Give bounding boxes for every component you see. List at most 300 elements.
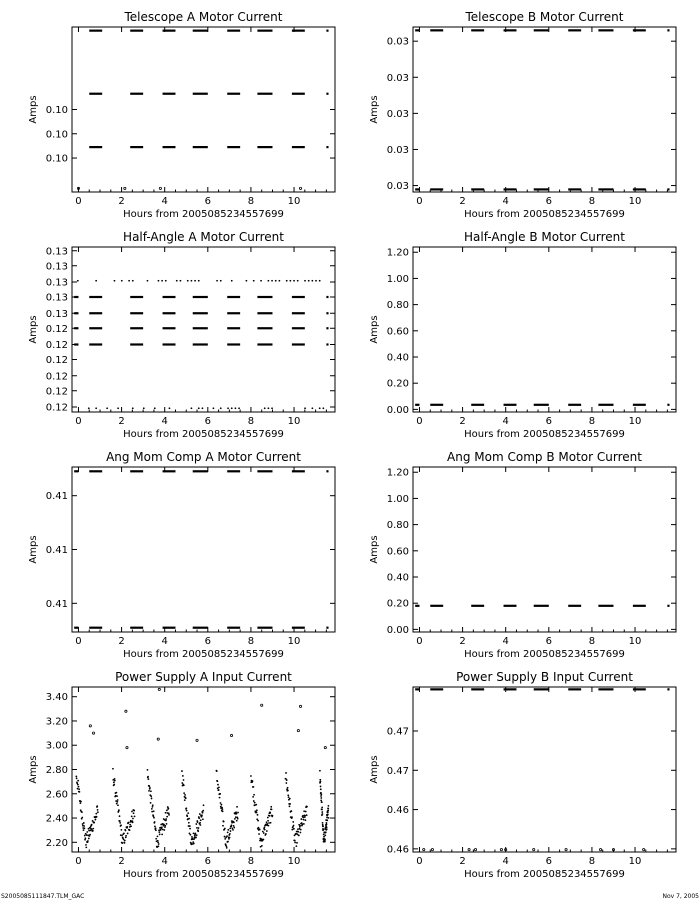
data-point: [149, 787, 151, 789]
x-tick-label: 2: [118, 856, 125, 867]
x-axis-label: Hours from 2005085234557699: [464, 869, 625, 880]
y-tick-label: 3.20: [45, 716, 68, 728]
data-point: [269, 815, 271, 817]
data-point: [268, 822, 270, 824]
data-point: [151, 798, 153, 800]
data-point: [83, 829, 85, 831]
data-point: [302, 816, 304, 818]
x-tick-label: 10: [287, 196, 301, 207]
data-point: [147, 280, 149, 282]
data-point: [293, 280, 295, 282]
data-point: [296, 842, 298, 844]
data-point: [321, 809, 323, 811]
data-point: [188, 822, 190, 824]
data-point: [257, 820, 259, 822]
data-point: [84, 835, 86, 837]
data-point: [120, 824, 122, 826]
data-point: [185, 797, 187, 799]
plot-frame: [72, 27, 335, 192]
data-point: [286, 779, 288, 781]
footer-source-file: S2005085111847.TLM_GAC: [1, 893, 85, 900]
chart-title: Half-Angle A Motor Current: [123, 230, 284, 244]
data-point: [235, 816, 237, 818]
data-point: [227, 829, 229, 831]
data-point: [198, 280, 200, 282]
data-point: [166, 809, 168, 811]
y-tick-label: 0.12: [45, 323, 68, 335]
y-axis-label: Amps: [369, 315, 380, 344]
data-point: [263, 839, 265, 841]
y-tick-label: 0.10: [45, 105, 68, 116]
data-point: [308, 280, 310, 282]
data-point: [326, 828, 328, 830]
data-point: [150, 795, 152, 797]
y-tick-label: 0.60: [386, 546, 409, 558]
data-point: [319, 770, 321, 772]
data-point: [154, 826, 156, 828]
data-point: [186, 815, 188, 817]
data-point: [291, 829, 293, 831]
data-point: [128, 280, 130, 282]
x-tick-label: 0: [75, 416, 82, 427]
data-point: [197, 830, 199, 832]
y-tick-label: 0.13: [45, 277, 68, 289]
data-point: [182, 775, 184, 777]
x-tick-label: 0: [416, 856, 423, 867]
data-point: [220, 802, 222, 804]
x-tick-label: 8: [588, 196, 596, 207]
data-point: [132, 280, 134, 282]
data-point: [152, 804, 154, 806]
data-point: [191, 407, 193, 409]
data-point: [131, 816, 133, 818]
data-point: [474, 849, 476, 851]
data-point: [285, 782, 287, 784]
data-point: [120, 829, 122, 831]
y-tick-label: 0.46: [386, 844, 409, 856]
data-point: [289, 803, 291, 805]
y-tick-label: 0.20: [386, 378, 409, 390]
data-point: [236, 806, 238, 808]
data-point: [219, 797, 221, 799]
data-point: [599, 849, 601, 851]
data-point: [157, 841, 159, 843]
data-point: [124, 187, 126, 189]
data-point: [218, 789, 220, 791]
y-tick-label: 1.00: [386, 493, 409, 505]
chart-title: Power Supply A Input Current: [115, 670, 292, 684]
data-point: [150, 790, 152, 792]
data-point: [79, 791, 81, 793]
data-point: [271, 280, 273, 282]
data-point: [95, 280, 97, 282]
data-point: [161, 833, 163, 835]
chart-title: Ang Mom Comp B Motor Current: [447, 450, 642, 464]
data-point: [230, 830, 232, 832]
data-point: [119, 822, 121, 824]
data-point: [126, 826, 128, 828]
data-point: [224, 836, 226, 838]
data-point: [303, 819, 305, 821]
x-tick-label: 8: [588, 416, 596, 427]
data-point: [147, 778, 149, 780]
data-point: [158, 831, 160, 833]
data-point: [78, 788, 80, 790]
data-point: [191, 836, 193, 838]
data-point: [268, 825, 270, 827]
plot-frame: [72, 247, 335, 412]
data-point: [124, 840, 126, 842]
y-axis-label: Amps: [28, 755, 39, 784]
data-point: [92, 828, 94, 830]
data-point: [320, 795, 322, 797]
data-point: [117, 804, 119, 806]
data-point: [270, 806, 272, 808]
data-point: [96, 816, 98, 818]
x-tick-label: 8: [588, 856, 596, 867]
data-point: [186, 810, 188, 812]
data-point: [196, 739, 198, 741]
y-tick-label: 0.03: [386, 108, 409, 120]
data-point: [319, 779, 321, 781]
data-point: [237, 818, 239, 820]
data-point: [84, 837, 86, 839]
data-point: [157, 835, 159, 837]
data-point: [258, 833, 260, 835]
data-point: [320, 781, 322, 783]
x-tick-label: 0: [75, 856, 82, 867]
data-point: [227, 831, 229, 833]
chart-panel-8: [369, 670, 676, 880]
data-point: [224, 828, 226, 830]
data-point: [299, 705, 301, 707]
data-point: [168, 812, 170, 814]
chart-title: Telescope B Motor Current: [465, 10, 624, 24]
data-point: [326, 826, 328, 828]
data-point: [321, 794, 323, 796]
y-tick-label: 1.20: [386, 467, 409, 479]
data-point: [230, 734, 232, 736]
data-point: [188, 818, 190, 820]
data-point: [183, 779, 185, 781]
data-point: [151, 808, 153, 810]
data-point: [123, 832, 125, 834]
data-point: [196, 834, 198, 836]
data-point: [189, 834, 191, 836]
data-point: [315, 280, 317, 282]
x-tick-label: 2: [118, 416, 125, 427]
data-point: [323, 829, 325, 831]
data-point: [126, 747, 128, 749]
x-tick-label: 2: [118, 196, 125, 207]
data-point: [112, 768, 114, 770]
data-point: [252, 780, 254, 782]
data-point: [96, 805, 98, 807]
data-point: [115, 792, 117, 794]
data-point: [147, 769, 149, 771]
data-series: [75, 688, 329, 848]
chart-panel-2: [369, 10, 676, 220]
data-point: [262, 831, 264, 833]
data-point: [236, 813, 238, 815]
x-axis-label: Hours from 2005085234557699: [464, 209, 625, 220]
data-point: [76, 777, 78, 779]
data-point: [86, 831, 88, 833]
y-tick-label: 0.10: [45, 153, 68, 165]
data-point: [297, 280, 299, 282]
data-point: [83, 825, 85, 827]
data-point: [297, 831, 299, 833]
data-point: [185, 807, 187, 809]
data-point: [235, 407, 237, 409]
data-point: [116, 803, 118, 805]
data-point: [181, 770, 183, 772]
data-point: [203, 804, 205, 806]
data-point: [184, 794, 186, 796]
data-point: [263, 832, 265, 834]
data-point: [168, 814, 170, 816]
data-point: [166, 823, 168, 825]
data-point: [222, 810, 224, 812]
data-point: [267, 817, 269, 819]
data-point: [84, 839, 86, 841]
data-point: [77, 780, 79, 782]
data-point: [321, 801, 323, 803]
data-point: [153, 810, 155, 812]
data-point: [234, 818, 236, 820]
y-tick-label: 2.40: [45, 813, 68, 825]
data-point: [195, 823, 197, 825]
data-point: [236, 820, 238, 822]
data-point: [167, 807, 169, 809]
data-point: [78, 786, 80, 788]
data-point: [227, 407, 229, 409]
data-point: [117, 407, 119, 409]
x-axis-label: Hours from 2005085234557699: [123, 429, 284, 440]
data-point: [264, 407, 266, 409]
data-point: [226, 847, 228, 849]
y-tick-label: 0.12: [45, 355, 68, 366]
data-point: [226, 845, 228, 847]
data-point: [93, 822, 95, 824]
y-tick-label: 0.40: [386, 352, 409, 364]
data-point: [95, 407, 97, 409]
data-point: [327, 810, 329, 812]
data-point: [155, 829, 157, 831]
data-point: [125, 836, 127, 838]
data-point: [304, 815, 306, 817]
x-tick-label: 10: [287, 856, 301, 867]
chart-panel-7: [28, 670, 335, 880]
data-point: [132, 818, 134, 820]
data-point: [287, 794, 289, 796]
data-point: [118, 809, 120, 811]
plot-frame: [413, 247, 676, 412]
data-point: [323, 833, 325, 835]
data-point: [278, 280, 280, 282]
data-point: [287, 790, 289, 792]
data-point: [199, 822, 201, 824]
data-point: [221, 804, 223, 806]
data-point: [328, 805, 330, 807]
data-point: [254, 802, 256, 804]
x-tick-label: 4: [502, 416, 509, 427]
x-tick-label: 6: [545, 636, 552, 647]
data-point: [92, 830, 94, 832]
data-point: [163, 829, 165, 831]
data-point: [289, 798, 291, 800]
data-point: [327, 808, 329, 810]
data-point: [257, 814, 259, 816]
x-tick-label: 6: [545, 416, 552, 427]
y-axis-label: Amps: [28, 95, 39, 124]
y-tick-label: 1.00: [386, 273, 409, 285]
data-point: [288, 796, 290, 798]
data-point: [124, 842, 126, 844]
data-point: [328, 817, 330, 819]
data-point: [256, 812, 258, 814]
data-point: [221, 808, 223, 810]
y-tick-label: 1.20: [386, 247, 409, 259]
data-point: [116, 801, 118, 803]
data-point: [320, 786, 322, 788]
x-tick-label: 10: [628, 416, 642, 427]
data-point: [229, 827, 231, 829]
data-point: [233, 821, 235, 823]
y-tick-label: 0.47: [386, 765, 409, 777]
y-tick-label: 0.20: [386, 598, 409, 610]
data-point: [197, 821, 199, 823]
data-point: [306, 814, 308, 816]
data-point: [158, 843, 160, 845]
x-tick-label: 0: [416, 416, 423, 427]
data-point: [266, 830, 268, 832]
data-point: [423, 849, 425, 851]
data-point: [129, 829, 131, 831]
data-point: [275, 280, 277, 282]
data-point: [161, 826, 163, 828]
data-point: [183, 792, 185, 794]
data-point: [267, 407, 269, 409]
data-point: [216, 280, 218, 282]
data-series: [74, 471, 328, 627]
x-tick-label: 4: [161, 196, 168, 207]
data-point: [271, 809, 273, 811]
data-point: [217, 784, 219, 786]
data-point: [162, 829, 164, 831]
data-point: [223, 821, 225, 823]
x-tick-label: 2: [459, 196, 466, 207]
data-point: [500, 849, 502, 851]
data-point: [187, 812, 189, 814]
data-point: [154, 821, 156, 823]
data-point: [311, 280, 313, 282]
y-tick-label: 0.10: [45, 129, 68, 141]
data-point: [198, 827, 200, 829]
data-series: [77, 31, 328, 190]
data-point: [187, 280, 189, 282]
y-tick-label: 0.13: [45, 308, 68, 320]
data-point: [157, 738, 159, 740]
data-point: [253, 794, 255, 796]
data-point: [295, 845, 297, 847]
x-tick-label: 4: [502, 196, 509, 207]
data-point: [131, 811, 133, 813]
data-point: [245, 280, 247, 282]
x-tick-label: 2: [459, 416, 466, 427]
chart-panel-5: [28, 450, 335, 660]
data-point: [201, 814, 203, 816]
data-point: [324, 838, 326, 840]
data-point: [155, 827, 157, 829]
data-point: [87, 840, 89, 842]
data-point: [256, 809, 258, 811]
chart-title: Half-Angle B Motor Current: [464, 230, 625, 244]
data-point: [184, 799, 186, 801]
data-point: [220, 280, 222, 282]
data-point: [266, 821, 268, 823]
data-point: [132, 407, 134, 409]
y-axis-label: Amps: [369, 755, 380, 784]
data-point: [306, 806, 308, 808]
data-point: [220, 407, 222, 409]
y-tick-label: 0.12: [45, 402, 68, 414]
data-point: [202, 407, 204, 409]
data-point: [265, 833, 267, 835]
data-point: [114, 778, 116, 780]
data-point: [155, 838, 157, 840]
data-point: [80, 801, 82, 803]
data-point: [237, 812, 239, 814]
data-point: [324, 834, 326, 836]
x-tick-label: 8: [247, 636, 255, 647]
y-tick-label: 0.47: [386, 726, 409, 738]
data-point: [253, 280, 255, 282]
data-point: [134, 815, 136, 817]
y-tick-label: 2.80: [45, 765, 68, 776]
data-point: [311, 407, 313, 409]
data-point: [290, 810, 292, 812]
data-point: [267, 820, 269, 822]
data-point: [235, 811, 237, 813]
data-point: [261, 845, 263, 847]
x-tick-label: 6: [204, 416, 211, 427]
data-point: [113, 781, 115, 783]
chart-title: Ang Mom Comp A Motor Current: [106, 450, 301, 464]
data-point: [233, 825, 235, 827]
data-point: [231, 280, 233, 282]
data-point: [198, 407, 200, 409]
x-axis-label: Hours from 2005085234557699: [464, 649, 625, 660]
y-tick-label: 0.13: [45, 292, 68, 304]
data-point: [326, 819, 328, 821]
data-point: [300, 818, 302, 820]
data-point: [289, 805, 291, 807]
data-point: [113, 784, 115, 786]
data-point: [293, 828, 295, 830]
y-axis-label: Amps: [28, 535, 39, 564]
data-point: [81, 817, 83, 819]
data-point: [164, 825, 166, 827]
data-series: [74, 280, 328, 409]
data-point: [533, 849, 535, 851]
data-point: [565, 849, 567, 851]
data-point: [84, 827, 86, 829]
x-tick-label: 4: [161, 856, 168, 867]
data-point: [222, 825, 224, 827]
data-point: [143, 407, 145, 409]
data-point: [324, 840, 326, 842]
